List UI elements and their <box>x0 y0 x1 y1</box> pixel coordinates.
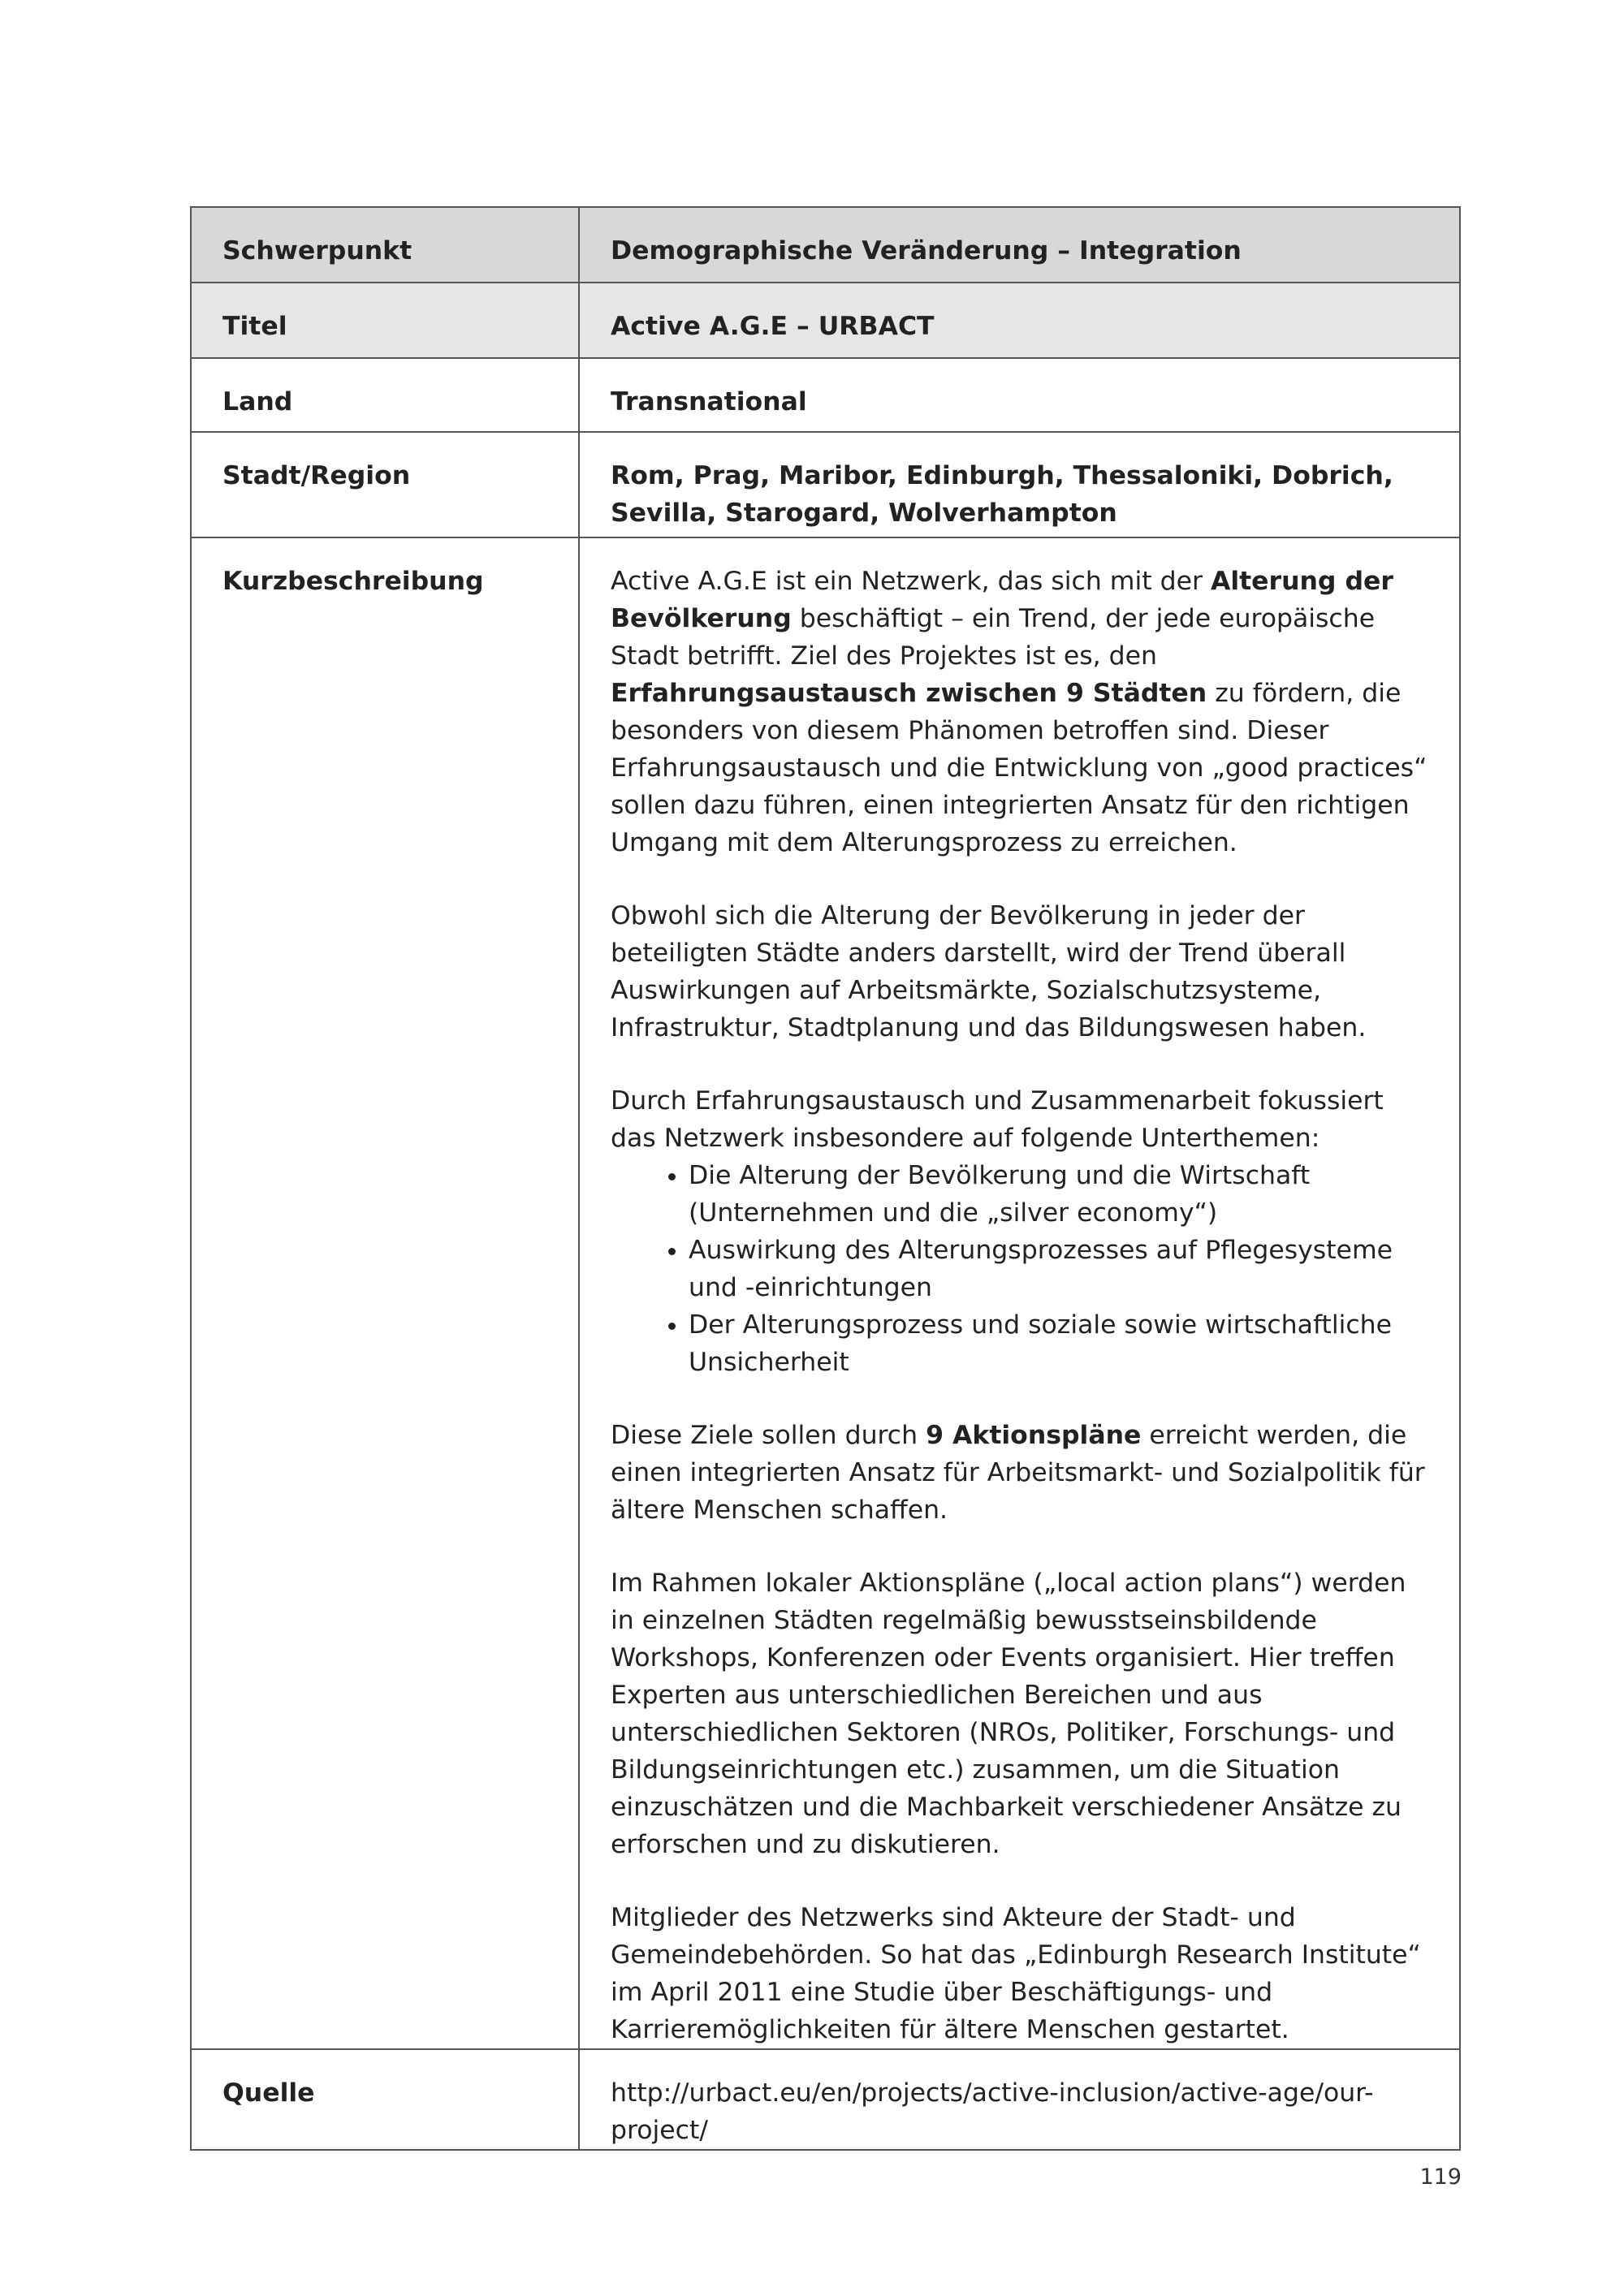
list-item: • Die Alterung der Bevölkerung und die Wirtschaft (Unternehmen und die „silver economy“) <box>689 1157 1430 1232</box>
project-info-table <box>190 206 1461 2151</box>
description-paragraph-1: Active A.G.E ist ein Netzwerk, das sich mit der Alterung der Bevölkerung beschäftigt – ein Trend, der jede europäische Stadt betrifft. Ziel des Projektes ist es, den Erfahrungsaustausch zwischen 9 Städten zu fördern, die besonders von diesem Phänomen betroffen sind. Dieser Erfahrungsaustausch und die Entwicklung von „good practices“ sollen dazu führen, einen integrierten Ansatz für den richtigen Umgang mit dem Alterungsprozess zu erreichen. <box>611 567 1427 857</box>
value-stadt-region: Rom, Prag, Maribor, Edinburgh, Thessaloniki, Dobrich, Sevilla, Starogard, Wolverhampton <box>579 432 1460 537</box>
value-land: Transnational <box>579 358 1460 432</box>
label-land: Land <box>191 358 579 432</box>
row-quelle <box>191 2049 1460 2150</box>
row-schwerpunkt <box>191 207 1460 283</box>
description-paragraph-2: Obwohl sich die Alterung der Bevölkerung in jeder der beteiligten Städte anders darstellt, wird der Trend überall Auswirkungen auf Arbeitsmärkte, Sozialschutzsysteme, Infrastruktur, Stadtplanung und das Bildungswesen haben. <box>611 901 1367 1042</box>
subtopics-list <box>611 1157 1430 1381</box>
value-kurzbeschreibung <box>579 537 1460 2049</box>
label-kurzbeschreibung: Kurzbeschreibung <box>191 537 579 2049</box>
description-paragraph-3: Durch Erfahrungsaustausch und Zusammenarbeit fokussiert das Netzwerk insbesondere auf folgende Unterthemen: <box>611 1086 1384 1153</box>
value-schwerpunkt: Demographische Veränderung – Integration <box>579 207 1460 283</box>
page-number: 119 <box>1419 2164 1462 2190</box>
label-titel: Titel <box>191 283 579 358</box>
source-url: http://urbact.eu/en/projects/active-inclusion/active-age/our-project/ <box>579 2049 1460 2150</box>
row-kurzbeschreibung <box>191 537 1460 2049</box>
row-land <box>191 358 1460 432</box>
label-schwerpunkt: Schwerpunkt <box>191 207 579 283</box>
list-item: • Auswirkung des Alterungsprozesses auf Pflegesysteme und -einrichtungen <box>689 1232 1430 1306</box>
description-paragraph-6: Mitglieder des Netzwerks sind Akteure der Stadt- und Gemeindebehörden. So hat das „Edinburgh Research Institute“ im April 2011 eine Studie über Beschäftigungs- und Karrieremöglichkeiten für ältere Menschen gestartet. <box>611 1903 1421 2044</box>
value-titel: Active A.G.E – URBACT <box>579 283 1460 358</box>
list-item: • Der Alterungsprozess und soziale sowie wirtschaftliche Unsicherheit <box>689 1306 1430 1381</box>
label-stadt-region: Stadt/Region <box>191 432 579 537</box>
description-paragraph-4: Diese Ziele sollen durch 9 Aktionspläne erreicht werden, die einen integrierten Ansatz für Arbeitsmarkt- und Sozialpolitik für ältere Menschen schaffen. <box>611 1421 1425 1525</box>
label-quelle: Quelle <box>191 2049 579 2150</box>
row-titel <box>191 283 1460 358</box>
row-stadt-region <box>191 432 1460 537</box>
description-paragraph-5: Im Rahmen lokaler Aktionspläne („local action plans“) werden in einzelnen Städten regelmäßig bewusstseinsbildende Workshops, Konferenzen oder Events organisiert. Hier treffen Experten aus unterschiedlichen Bereichen und aus unterschiedlichen Sektoren (NROs, Politiker, Forschungs- und Bildungseinrichtungen etc.) zusammen, um die Situation einzuschätzen und die Machbarkeit verschiedener Ansätze zu erforschen und zu diskutieren. <box>611 1569 1406 1859</box>
